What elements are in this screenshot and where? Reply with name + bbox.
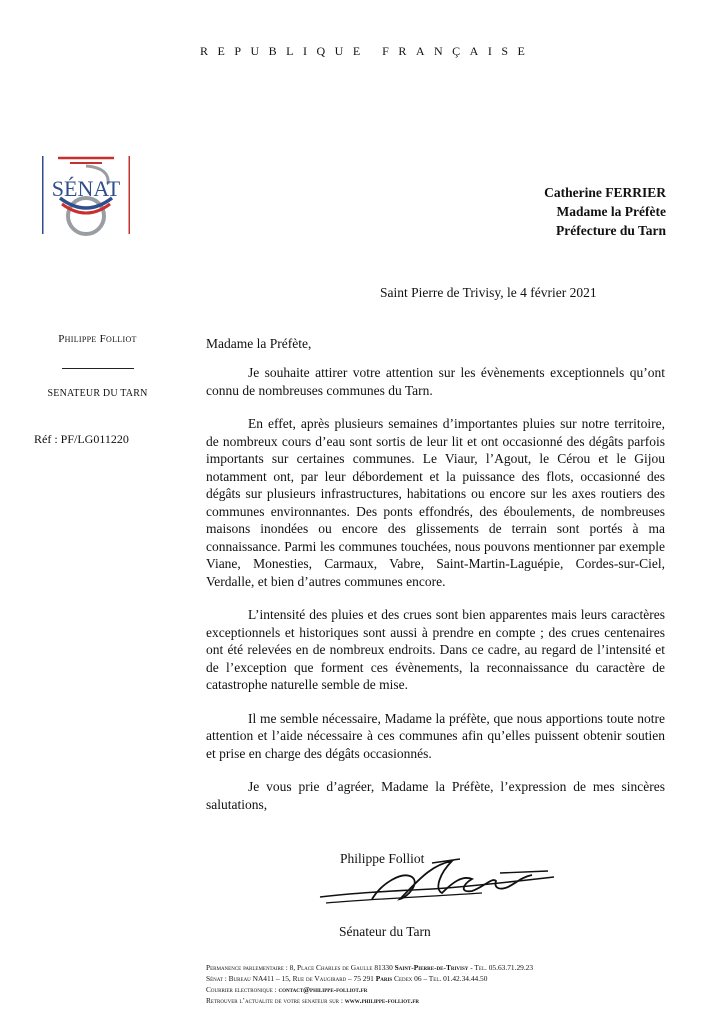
footer-line-email: Courrier electronique : contact@philippe-folliot.fr	[206, 985, 368, 994]
paragraph-5: Je vous prie d’agréer, Madame la Préfète, l’expression de mes sincères salutations,	[206, 779, 665, 812]
letterhead-footer	[206, 962, 676, 1006]
footer-line-senat: Sénat : Bureau NA411 – 15, Rue de Vaugirard – 75 291 Paris Cedex 06 – Tel. 01.42.34.44.50	[206, 974, 488, 983]
footer-email-link[interactable]: contact@philippe-folliot.fr	[278, 985, 368, 994]
footer-line-permanence: Permanence parlementaire : 8, Place Charles de Gaulle 81330 Saint-Pierre-de-Trivisy - Tel. 05.63.71.29.23	[206, 963, 534, 972]
recipient-title: Madame la Préfète	[556, 204, 666, 219]
letter-body	[206, 364, 665, 829]
senat-logo-text: SÉNAT	[51, 176, 121, 201]
paragraph-4: Il me semble nécessaire, Madame la préfète, que nous apportions toute notre attention et l’aide nécessaire à ces communes afin qu’elles puissent obtenir soutien et prise en charge des dégâts occasionnés.	[206, 710, 665, 761]
place-and-date: Saint Pierre de Trivisy, le 4 février 2021	[380, 285, 597, 300]
senat-logo	[40, 150, 132, 242]
recipient-block	[544, 183, 666, 240]
republique-francaise-header: REPUBLIQUE FRANÇAISE	[200, 44, 535, 58]
sender-divider	[62, 368, 134, 369]
handwritten-signature	[312, 853, 562, 915]
footer-line-website: Retrouver l’actualite de votre senateur sur : www.philippe-folliot.fr	[206, 996, 419, 1005]
paragraph-2: En effet, après plusieurs semaines d’importantes pluies sur notre territoire, de nombreux cours d’eau sont sortis de leur lit et ont occasionné des dégâts parfois importants sur certaines communes. Le Viaur, l’Agout, le Cérou et le Gijou notamment ont, par leur débordement et la puissance des flots, occasionné des dégâts sur plusieurs infrastructures, habitations ou encore sur les axes routiers des communes environnantes. Des ponts effondrés, des éboulements, de nombreuses maisons inondées ou encore des glissements de terrain sont portés à ma connaissance. Parmi les communes touchées, nous pouvons mentionner par exemple Viane, Monesties, Carmaux, Vabre, Saint-Martin-Laguépie, Cordes-sur-Ciel, Verdalle, et bien d’autres communes encore.	[206, 416, 665, 589]
sender-title: SENATEUR DU TARN	[47, 388, 148, 399]
paragraph-1: Je souhaite attirer votre attention sur les évènements exceptionnels qu’ont connu de nombreuses communes du Tarn.	[206, 365, 665, 398]
sender-name: Philippe Folliot	[58, 333, 137, 345]
reference-number: Réf : PF/LG011220	[34, 432, 129, 446]
recipient-name: Catherine FERRIER	[544, 185, 666, 200]
paragraph-3: L’intensité des pluies et des crues sont bien apparentes mais leurs caractères exceptionnels et historiques sont aussi à prendre en compte ; des crues centenaires ont été relevées en de nombreux endroits. Dans ce cadre, au regard de l’intensité et de l’exception que forment ces évènements, la reconnaissance du caractère de catastrophe naturelle semble de mise.	[206, 607, 665, 692]
signature-title: Sénateur du Tarn	[339, 924, 431, 939]
recipient-office: Préfecture du Tarn	[556, 223, 666, 238]
letter-salutation: Madame la Préfète,	[206, 336, 312, 351]
signature-name: Philippe Folliot	[340, 851, 425, 866]
footer-website-link[interactable]: www.philippe-folliot.fr	[344, 996, 419, 1005]
